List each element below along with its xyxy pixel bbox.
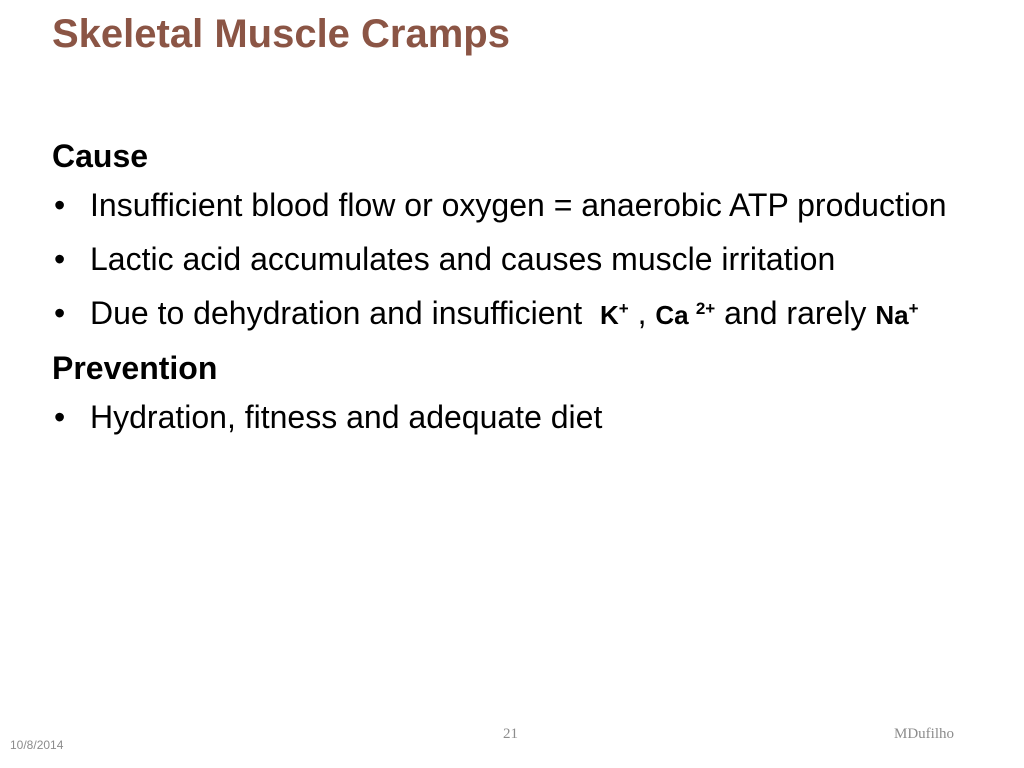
cause-bullet-2-text: Lactic acid accumulates and causes muscle irritation (90, 241, 836, 277)
sodium-charge: + (908, 299, 919, 318)
bullet-dot: • (54, 187, 66, 223)
bullet-dot: • (54, 241, 66, 277)
sodium-ion (875, 300, 918, 330)
ion-bullet-prefix: Due to dehydration and insufficient (90, 295, 583, 331)
bullet-dot: • (54, 295, 66, 331)
potassium-ion (600, 300, 629, 330)
slide-body (52, 136, 992, 450)
calcium-ion (655, 300, 715, 330)
potassium-symbol: K (599, 300, 619, 330)
cause-bullet-1-text: Insufficient blood flow or oxygen = anaerobic ATP production (90, 187, 947, 223)
cause-bullet-1 (52, 184, 992, 226)
footer-page-number: 21 (503, 726, 518, 742)
ion-separator: , (637, 295, 647, 331)
cause-heading: Cause (52, 138, 149, 174)
sodium-symbol: Na (875, 300, 909, 330)
calcium-symbol: Ca (655, 300, 689, 330)
prevention-heading: Prevention (52, 350, 218, 386)
prevention-bullet-1 (52, 396, 992, 438)
ion-bullet-and-text: and rarely (724, 295, 867, 331)
potassium-charge: + (618, 299, 629, 318)
bullet-dot: • (54, 399, 66, 435)
slide-title: Skeletal Muscle Cramps (52, 12, 510, 56)
footer-date: 10/8/2014 (10, 738, 64, 752)
cause-bullet-3 (52, 292, 992, 336)
prevention-bullet-1-text: Hydration, fitness and adequate diet (90, 399, 603, 435)
calcium-charge: 2+ (695, 299, 716, 318)
footer-author: MDufilho (894, 726, 954, 742)
cause-bullet-2 (52, 238, 992, 280)
